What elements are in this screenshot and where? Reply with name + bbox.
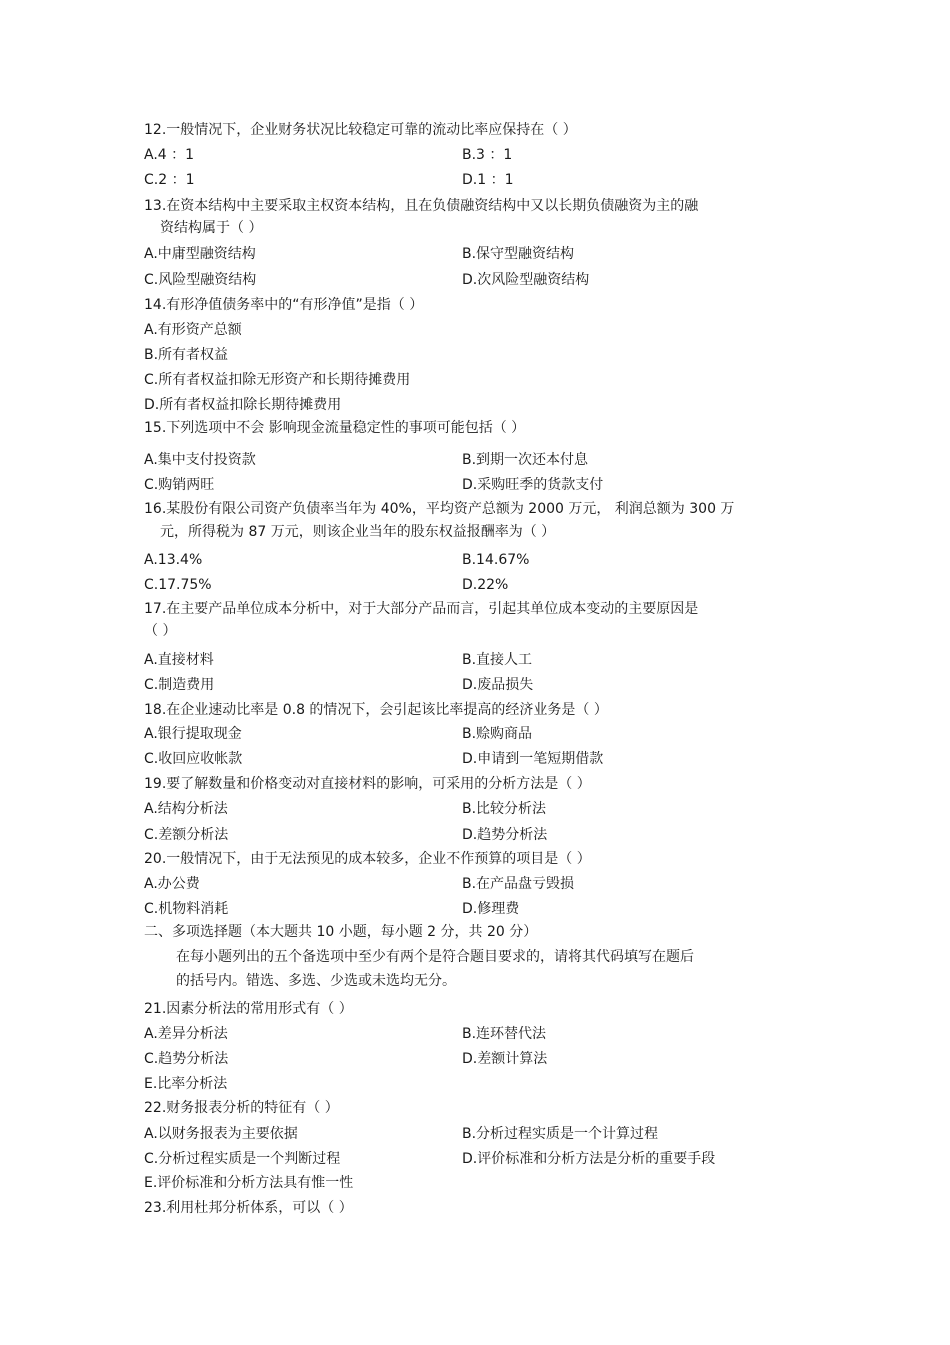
question-23-stem: 23.利用杜邦分析体系，可以（ ）	[144, 1200, 353, 1216]
question-22-stem: 22.财务报表分析的特征有（ ）	[144, 1100, 339, 1116]
q15-option-c: C.购销两旺	[144, 477, 215, 493]
q18-option-c: C.收回应收帐款	[144, 751, 243, 767]
q14-option-c: C.所有者权益扣除无形资产和长期待摊费用	[144, 372, 411, 388]
q17-option-c: C.制造费用	[144, 677, 215, 693]
q17-option-a: A.直接材料	[144, 652, 214, 668]
q14-option-a: A.有形资产总额	[144, 322, 242, 338]
question-14-stem: 14.有形净值债务率中的“有形净值”是指（ ）	[144, 297, 424, 313]
section-2-instructions-cont: 的括号内。错选、多选、少选或未选均无分。	[176, 973, 456, 989]
question-17-stem-cont: （ ）	[144, 623, 177, 639]
q21-option-a: A.差异分析法	[144, 1026, 228, 1042]
q12-option-a: A.4 ：1	[144, 147, 195, 163]
question-16-stem: 16.某股份有限公司资产负债率当年为 40%，平均资产总额为 2000 万元， 利润总额为 300 万	[144, 501, 735, 517]
q20-option-c: C.机物料消耗	[144, 901, 229, 917]
q22-option-c: C.分析过程实质是一个判断过程	[144, 1151, 341, 1167]
question-16-stem-cont: 元，所得税为 87 万元，则该企业当年的股东权益报酬率为（ ）	[160, 524, 556, 540]
question-19-stem: 19.要了解数量和价格变动对直接材料的影响，可采用的分析方法是（ ）	[144, 776, 591, 792]
q15-option-d: D.采购旺季的货款支付	[462, 477, 604, 493]
q19-option-d: D.趋势分析法	[462, 827, 548, 843]
q12-option-c: C.2 ：1	[144, 172, 195, 188]
section-2-heading: 二、多项选择题（本大题共 10 小题，每小题 2 分，共 20 分）	[144, 924, 538, 940]
q14-option-d: D.所有者权益扣除长期待摊费用	[144, 397, 342, 413]
q16-option-a: A.13.4%	[144, 552, 203, 568]
q21-option-e: E.比率分析法	[144, 1076, 228, 1092]
q16-option-d: D.22%	[462, 577, 509, 593]
question-13-stem-cont: 资结构属于（ ）	[160, 220, 263, 236]
q20-option-d: D.修理费	[462, 901, 520, 917]
q22-option-d: D.评价标准和分析方法是分析的重要手段	[462, 1151, 716, 1167]
question-20-stem: 20.一般情况下，由于无法预见的成本较多，企业不作预算的项目是（ ）	[144, 851, 591, 867]
q15-option-b: B.到期一次还本付息	[462, 452, 589, 468]
q21-option-c: C.趋势分析法	[144, 1051, 229, 1067]
q17-option-d: D.废品损失	[462, 677, 534, 693]
question-13-stem: 13.在资本结构中主要采取主权资本结构，且在负债融资结构中又以长期负债融资为主的融	[144, 198, 699, 214]
question-18-stem: 18.在企业速动比率是 0.8 的情况下，会引起该比率提高的经济业务是（ ）	[144, 702, 608, 718]
q13-option-c: C.风险型融资结构	[144, 272, 257, 288]
q20-option-b: B.在产品盘亏毁损	[462, 876, 575, 892]
q22-option-e: E.评价标准和分析方法具有惟一性	[144, 1175, 354, 1191]
q13-option-b: B.保守型融资结构	[462, 246, 575, 262]
question-17-stem: 17.在主要产品单位成本分析中，对于大部分产品而言，引起其单位成本变动的主要原因是	[144, 601, 699, 617]
q14-option-b: B.所有者权益	[144, 347, 229, 363]
q18-option-a: A.银行提取现金	[144, 726, 242, 742]
q15-option-a: A.集中支付投资款	[144, 452, 256, 468]
q13-option-a: A.中庸型融资结构	[144, 246, 256, 262]
q16-option-c: C.17.75%	[144, 577, 212, 593]
section-2-instructions: 在每小题列出的五个备选项中至少有两个是符合题目要求的，请将其代码填写在题后	[176, 949, 694, 965]
q19-option-a: A.结构分析法	[144, 801, 228, 817]
q19-option-c: C.差额分析法	[144, 827, 229, 843]
question-21-stem: 21.因素分析法的常用形式有（ ）	[144, 1001, 353, 1017]
q22-option-b: B.分析过程实质是一个计算过程	[462, 1126, 659, 1142]
q12-option-d: D.1 ：1	[462, 172, 514, 188]
q13-option-d: D.次风险型融资结构	[462, 272, 590, 288]
q17-option-b: B.直接人工	[462, 652, 533, 668]
q19-option-b: B.比较分析法	[462, 801, 547, 817]
q22-option-a: A.以财务报表为主要依据	[144, 1126, 298, 1142]
q18-option-d: D.申请到一笔短期借款	[462, 751, 604, 767]
q16-option-b: B.14.67%	[462, 552, 530, 568]
q20-option-a: A.办公费	[144, 876, 200, 892]
q12-option-b: B.3 ：1	[462, 147, 513, 163]
q18-option-b: B.赊购商品	[462, 726, 533, 742]
q21-option-b: B.连环替代法	[462, 1026, 547, 1042]
q21-option-d: D.差额计算法	[462, 1051, 548, 1067]
question-15-stem: 15.下列选项中不会 影响现金流量稳定性的事项可能包括（ ）	[144, 420, 526, 436]
question-12-stem: 12.一般情况下，企业财务状况比较稳定可靠的流动比率应保持在（ ）	[144, 122, 577, 138]
